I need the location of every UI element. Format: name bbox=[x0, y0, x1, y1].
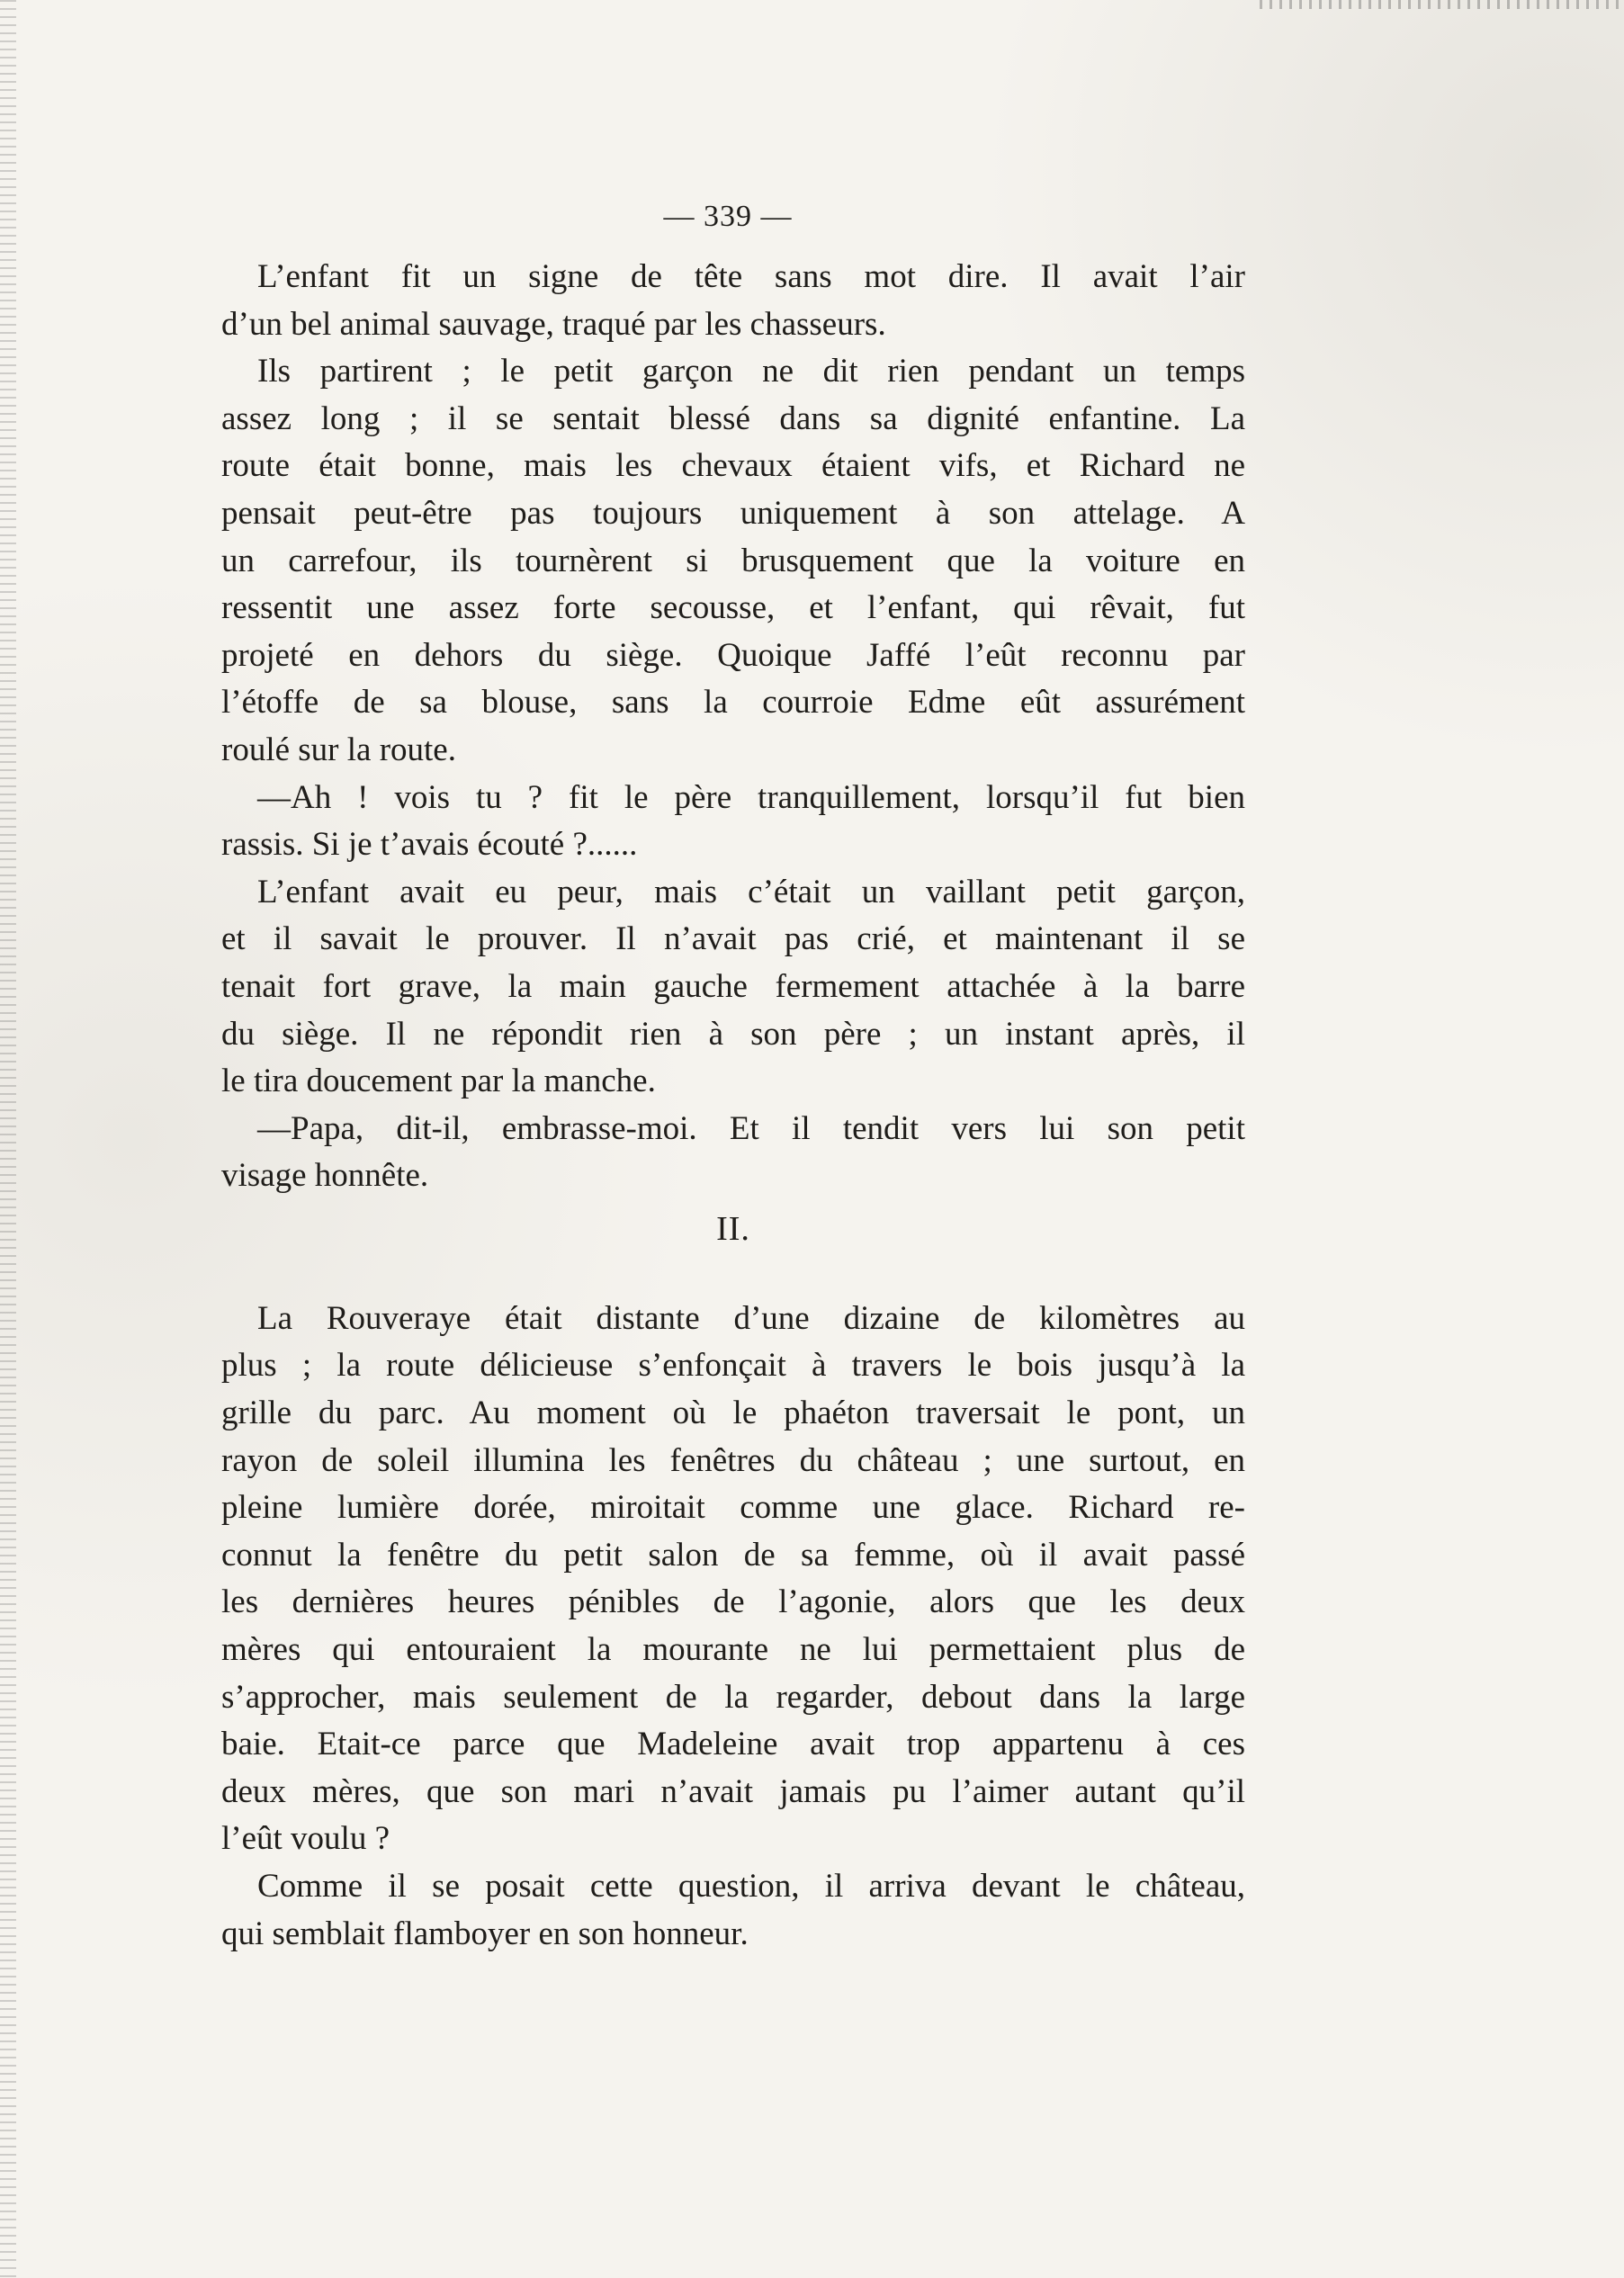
text-line: La Rouveraye était distante d’une dizaine de kilomètres au bbox=[257, 1299, 1245, 1337]
text-line: du siège. Il ne répondit rien à son père ; un instant après, il bbox=[221, 1015, 1245, 1053]
text-line: L’enfant fit un signe de tête sans mot dire. Il avait l’air bbox=[257, 258, 1245, 295]
text-line: d’un bel animal sauvage, traqué par les chasseurs. bbox=[221, 305, 886, 343]
text-line: Ils partirent ; le petit garçon ne dit rien pendant un temps bbox=[257, 353, 1245, 390]
text-line: connut la fenêtre du petit salon de sa femme, où il avait passé bbox=[221, 1536, 1245, 1574]
text-line: visage honnête. bbox=[221, 1157, 429, 1195]
text-line: tenait fort grave, la main gauche fermement attachée à la barre bbox=[221, 967, 1245, 1005]
text-line: roulé sur la route. bbox=[221, 731, 456, 768]
text-line: Comme il se posait cette question, il arriva devant le château, bbox=[257, 1868, 1245, 1905]
text-line: rayon de soleil illumina les fenêtres du château ; une surtout, en bbox=[221, 1441, 1245, 1479]
body-text bbox=[221, 254, 1245, 1958]
text-line: plus ; la route délicieuse s’enfonçait à travers le bois jusqu’à la bbox=[221, 1347, 1245, 1385]
text-line: pensait peut-être pas toujours uniquement à son attelage. A bbox=[221, 494, 1245, 532]
scan-edge-top bbox=[1260, 0, 1624, 9]
text-line: baie. Etait-ce parce que Madeleine avait trop appartenu à ces bbox=[221, 1726, 1245, 1763]
text-line: et il savait le prouver. Il n’avait pas crié, et maintenant il se bbox=[221, 920, 1245, 958]
text-line: qui semblait flamboyer en son honneur. bbox=[221, 1915, 749, 1952]
text-line: s’approcher, mais seulement de la regarder, debout dans la large bbox=[221, 1678, 1245, 1716]
section-break bbox=[221, 1200, 1245, 1296]
section-one-text bbox=[221, 254, 1245, 1200]
text-line: deux mères, que son mari n’avait jamais pu l’aimer autant qu’il bbox=[221, 1772, 1245, 1810]
page-number: — 339 — bbox=[663, 200, 793, 233]
text-line: pleine lumière dorée, miroitait comme une glace. Richard re- bbox=[221, 1489, 1245, 1527]
text-line: grille du parc. Au moment où le phaéton traversait le pont, un bbox=[221, 1395, 1245, 1432]
text-line: les dernières heures pénibles de l’agonie, alors que les deux bbox=[221, 1583, 1245, 1621]
text-line: projeté en dehors du siège. Quoique Jaffé l’eût reconnu par bbox=[221, 636, 1245, 674]
text-line: assez long ; il se sentait blessé dans sa dignité enfantine. La bbox=[221, 399, 1245, 437]
section-two-text bbox=[221, 1296, 1245, 1958]
text-line: l’eût voulu ? bbox=[221, 1820, 390, 1858]
text-line: L’enfant avait eu peur, mais c’était un vaillant petit garçon, bbox=[257, 873, 1245, 910]
text-line: un carrefour, ils tournèrent si brusquement que la voiture en bbox=[221, 542, 1245, 579]
text-line: ressentit une assez forte secousse, et l’enfant, qui rêvait, fut bbox=[221, 589, 1245, 627]
text-line: route était bonne, mais les chevaux étaient vifs, et Richard ne bbox=[221, 447, 1245, 485]
text-line: rassis. Si je t’avais écouté ?...... bbox=[221, 826, 638, 864]
text-line: —Papa, dit-il, embrasse-moi. Et il tendit vers lui son petit bbox=[257, 1109, 1245, 1147]
section-heading: II. bbox=[716, 1209, 750, 1248]
text-line: le tira doucement par la manche. bbox=[221, 1063, 656, 1100]
scan-edge-left bbox=[0, 0, 16, 2278]
text-line: —Ah ! vois tu ? fit le père tranquillement, lorsqu’il fut bien bbox=[257, 778, 1245, 816]
text-line: l’étoffe de sa blouse, sans la courroie Edme eût assurément bbox=[221, 684, 1245, 722]
text-line: mères qui entouraient la mourante ne lui permettaient plus de bbox=[221, 1631, 1245, 1669]
